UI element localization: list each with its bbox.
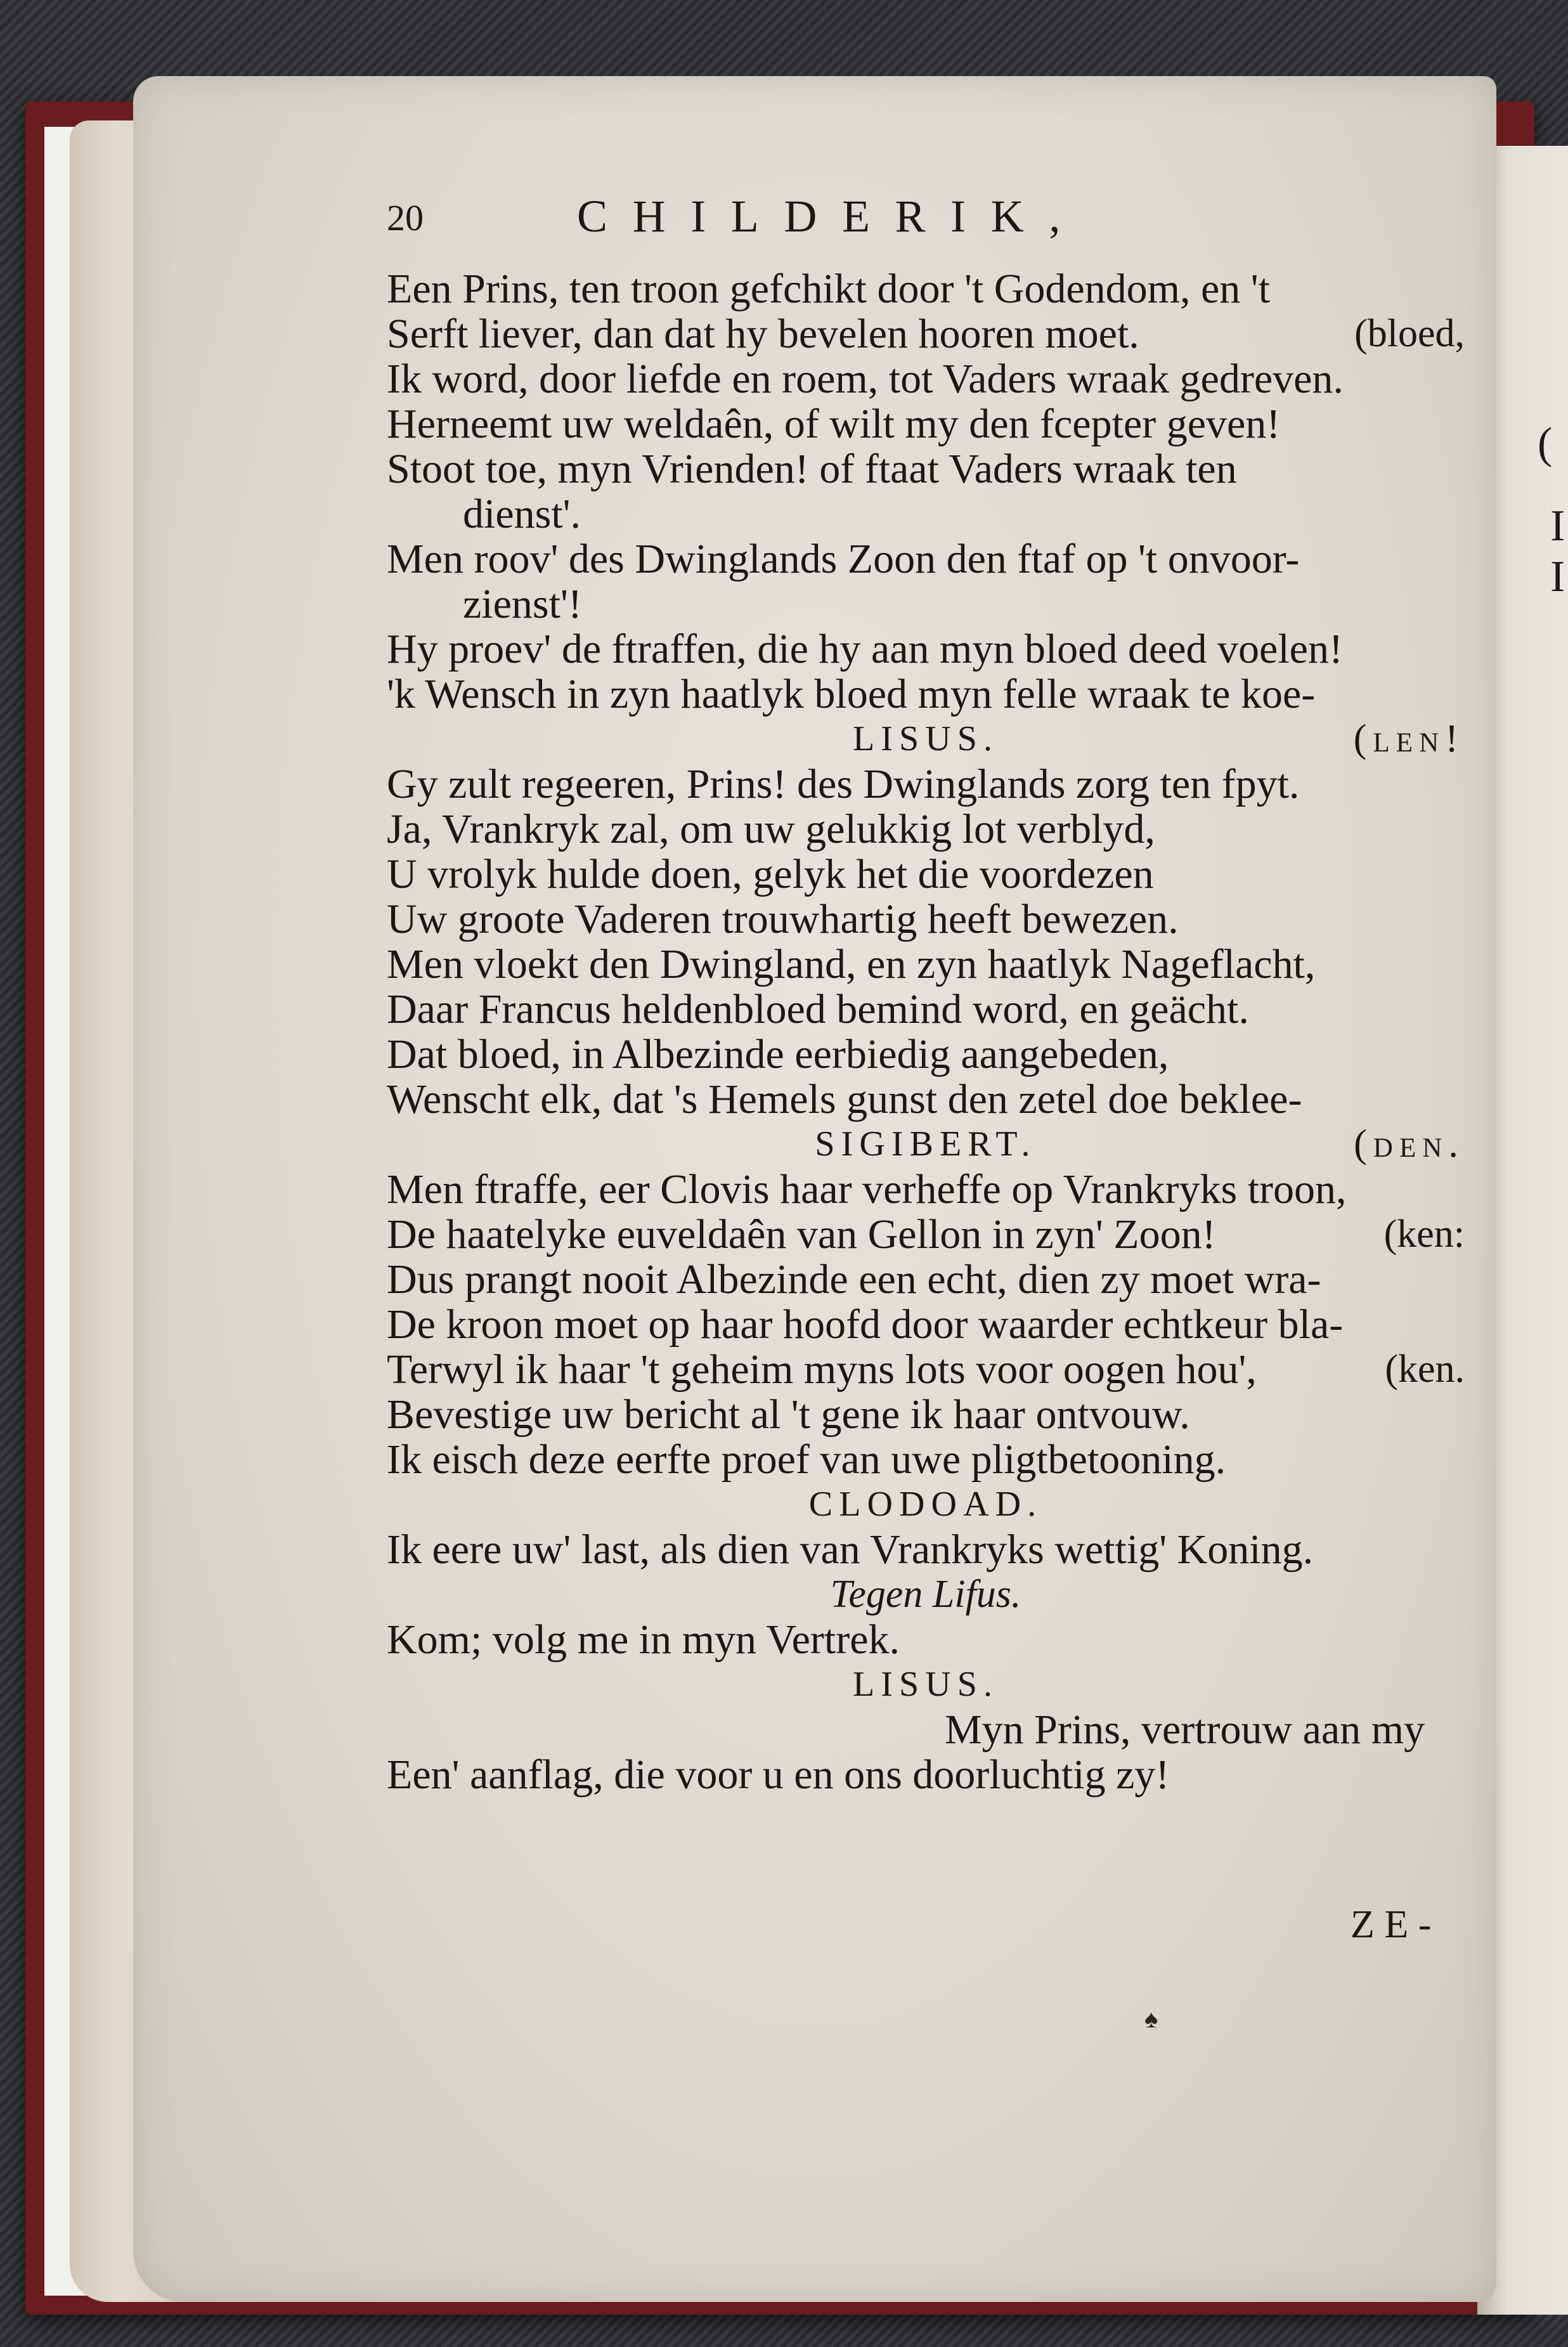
verse-line: Stoot toe, myn Vrienden! of ftaat Vaders wraak ten [387, 446, 1237, 492]
turnover: (den. [1354, 1122, 1465, 1166]
verse-line: Een Prins, ten troon gefchikt door 't Godendom, en 't [387, 266, 1271, 312]
verse-line: Ik eisch deze eerfte proef van uwe pligtbetooning. [387, 1436, 1226, 1483]
verse-line: Hy proev' de ftraffen, die hy aan myn bloed deed voelen! [387, 626, 1343, 672]
verse-line: Kom; volg me in myn Vertrek. [387, 1616, 900, 1663]
verse-line: 'k Wensch in zyn haatlyk bloed myn felle wraak te koe- [387, 671, 1316, 717]
printer-mark-icon: ♠ [1144, 2005, 1158, 2033]
verse-line: Wenscht elk, dat 's Hemels gunst den zetel doe beklee- [387, 1076, 1302, 1122]
verse-line: Ja, Vrankryk zal, om uw gelukkig lot verblyd, [387, 806, 1155, 852]
verse-line: Ik word, door liefde en roem, tot Vaders wraak gedreven. [387, 356, 1344, 402]
verse-line: De kroon moet op haar hoofd door waarder echtkeur bla- [387, 1301, 1344, 1348]
verse-line: zienst'! [463, 581, 582, 627]
verse-line: Ik eere uw' last, als dien van Vrankryks wettig' Koning. [387, 1526, 1314, 1573]
verse-line: Uw groote Vaderen trouwhartig heeft bewezen. [387, 896, 1179, 942]
facing-page-glyph: I [1550, 552, 1565, 601]
verse-line: Terwyl ik haar 't geheim myns lots voor oogen hou', (ken. [387, 1346, 1465, 1393]
verse-line: U vrolyk hulde doen, gelyk het die voordezen [387, 851, 1154, 897]
verse-line: Men roov' des Dwinglands Zoon den ftaf op 't onvoor- [387, 536, 1300, 582]
verse-line: Myn Prins, vertrouw aan my [945, 1707, 1425, 1753]
speaker-name: LISUS. (len! [852, 717, 1465, 760]
turnover: (len! [1353, 717, 1465, 760]
running-title: CHILDERIK, [577, 191, 1085, 242]
verse-line: Een' aanflag, die voor u en ons doorluchtig zy! [387, 1752, 1170, 1798]
stage-direction: Tegen Lifus. [830, 1573, 1021, 1616]
verse-line: dienst'. [463, 491, 581, 537]
turnover: (ken: [1383, 1213, 1465, 1256]
verse-line: Men vloekt den Dwingland, en zyn haatlyk Nageflacht, [387, 941, 1316, 987]
speaker-name: CLODOAD. [808, 1485, 1043, 1524]
turnover: (ken. [1385, 1348, 1465, 1391]
running-head [387, 190, 1465, 266]
verse-line: Dus prangt nooit Albezinde een echt, dien zy moet wra- [387, 1256, 1321, 1303]
verse-line: Gy zult regeeren, Prins! des Dwinglands zorg ten fpyt. [387, 761, 1300, 807]
page-text [387, 190, 1465, 1797]
speaker-name: SIGIBERT. (den. [815, 1122, 1465, 1166]
facing-page-glyph: ( [1538, 419, 1553, 468]
verse-line: Daar Francus heldenbloed bemind word, en geächt. [387, 986, 1249, 1032]
verse-line: Men ftraffe, eer Clovis haar verheffe op Vrankryks troon, [387, 1166, 1347, 1213]
page-number: 20 [387, 197, 424, 238]
verse-line: Serft liever, dan dat hy bevelen hooren moet. (bloed, [387, 311, 1465, 357]
verse-line: Dat bloed, in Albezinde eerbiedig aangebeden, [387, 1031, 1169, 1077]
catchword: ZE- [1351, 1903, 1441, 1946]
verse-line: Herneemt uw weldaên, of wilt my den fcepter geven! [387, 401, 1281, 447]
verse-line: Bevestige uw bericht al 't gene ik haar ontvouw. [387, 1391, 1190, 1438]
verse-line: De haatelyke euveldaên van Gellon in zyn' Zoon! (ken: [387, 1211, 1465, 1258]
facing-page-glyph: I [1550, 502, 1565, 550]
turnover: (bloed, [1354, 312, 1465, 355]
speaker-name: LISUS. [852, 1665, 999, 1704]
